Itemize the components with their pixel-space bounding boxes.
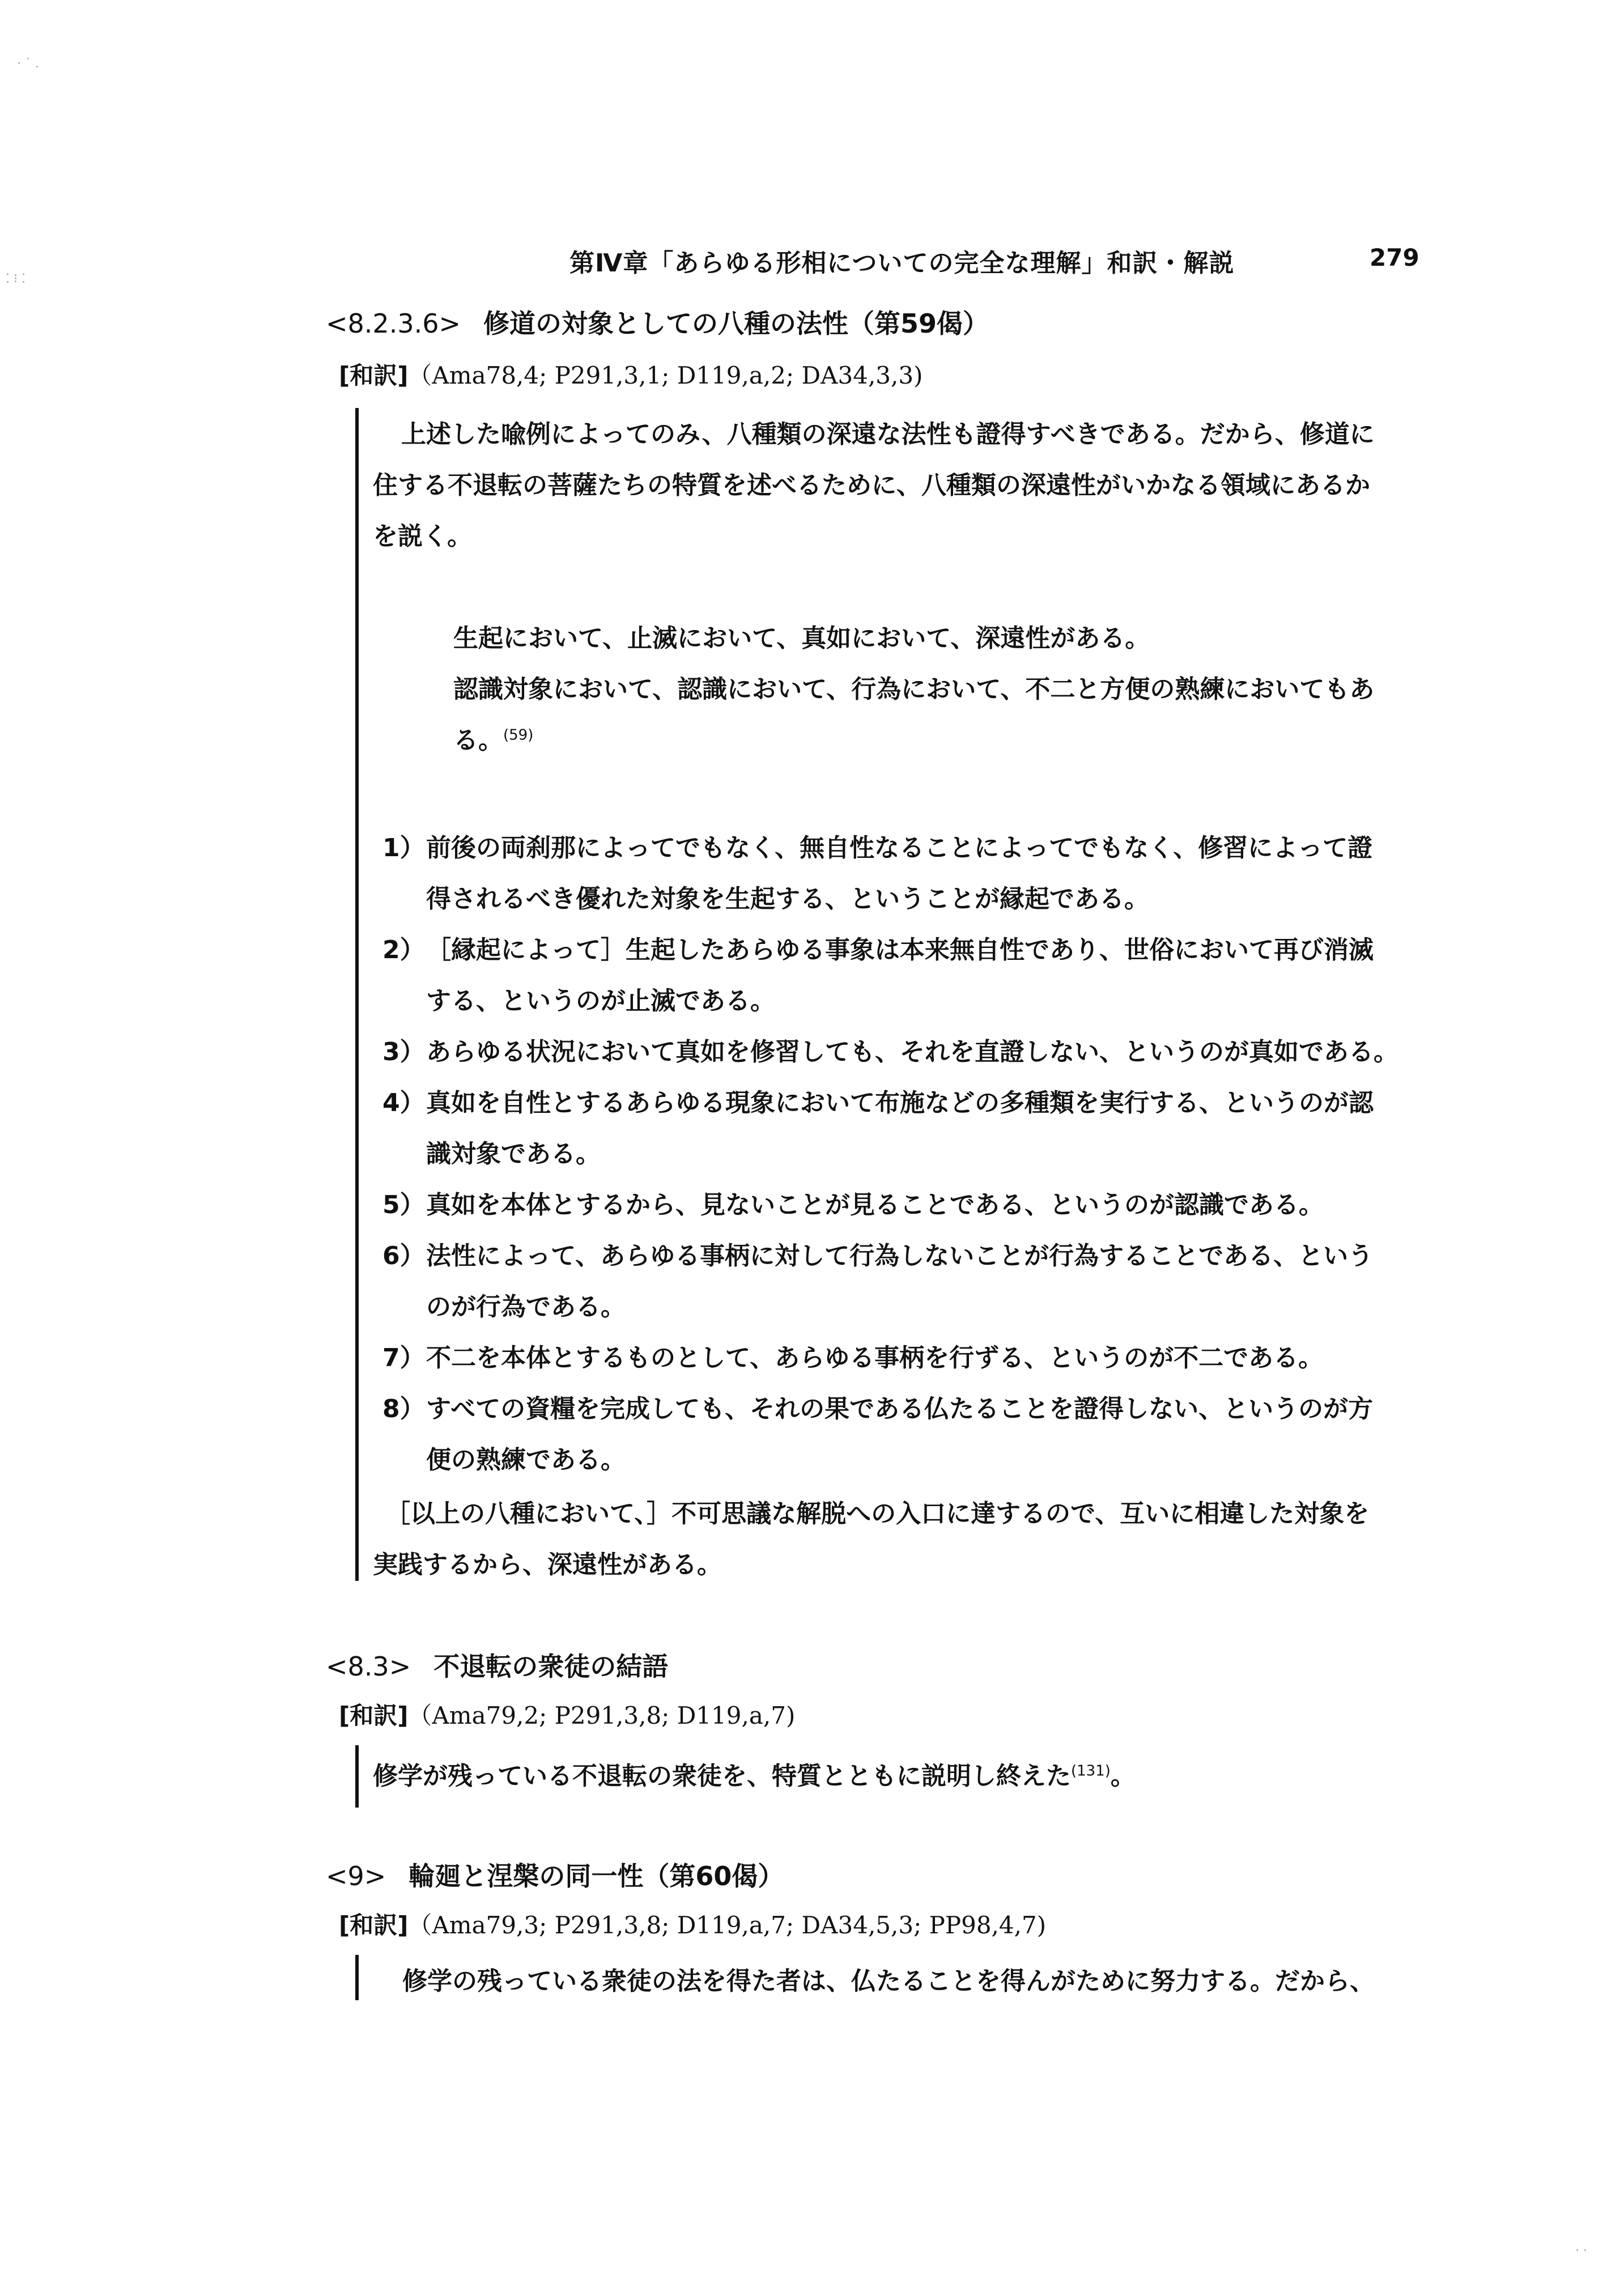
translation-reference-line bbox=[339, 1697, 795, 1731]
closing-line: 実践するから、深遠性がある。 bbox=[373, 1550, 722, 1579]
footnote-marker: (131) bbox=[1071, 1762, 1111, 1780]
list-item-number: 5） bbox=[382, 1190, 425, 1219]
list-item-line: 得されるべき優れた対象を生起する、ということが縁起である。 bbox=[426, 885, 1149, 913]
list-item-number: 2） bbox=[382, 936, 425, 964]
section3-text: 修学の残っている衆徒の法を得た者は、仏たることを得んがために努力する。だから、 bbox=[402, 1967, 1375, 1996]
quote-bar bbox=[355, 408, 359, 1581]
list-item-number: 6） bbox=[382, 1241, 425, 1270]
page-number: 279 bbox=[1370, 244, 1419, 271]
verse-line-end bbox=[453, 720, 533, 756]
list-item-line: 真如を自性とするあらゆる現象において布施などの多種類を実行する、というのが認 bbox=[426, 1089, 1374, 1117]
list-item-line: のが行為である。 bbox=[426, 1292, 626, 1321]
verse-line-text: る。 bbox=[453, 726, 503, 755]
section2-text-body: 修学が残っている不退転の衆徒を、特質とともに説明し終えた bbox=[373, 1762, 1071, 1791]
list-item-line: 法性によって、あらゆる事柄に対して行為しないことが行為することである、という bbox=[426, 1241, 1374, 1270]
list-item-line: ［縁起によって］生起したあらゆる事象は本来無自性であり、世俗において再び消滅 bbox=[426, 936, 1374, 964]
section-title: 修道の対象としての八種の法性（第59偈） bbox=[483, 308, 989, 339]
list-item-line: 識対象である。 bbox=[426, 1140, 601, 1168]
verse-line: 認識対象において、認識において、行為において、不二と方便の熟練においてもあ bbox=[453, 675, 1375, 704]
list-item-line: 真如を本体とするから、見ないことが見ることである、というのが認識である。 bbox=[426, 1190, 1324, 1219]
list-item-number: 1） bbox=[382, 834, 425, 862]
translation-refs: （Ama79,3; P291,3,8; D119,a,7; DA34,5,3; PP98,4,7) bbox=[408, 1911, 1047, 1939]
intro-line: 住する不退転の菩薩たちの特質を述べるために、八種類の深遠性がいかなる領域にあるか bbox=[373, 471, 1370, 500]
section-heading-9 bbox=[326, 1856, 784, 1893]
section2-text-end: 。 bbox=[1110, 1762, 1136, 1791]
list-item-line: あらゆる状況において真如を修習しても、それを直證しない、というのが真如である。 bbox=[426, 1038, 1398, 1066]
verse-line: 生起において、止滅において、真如において、深遠性がある。 bbox=[453, 624, 1150, 653]
running-header: 第Ⅳ章「あらゆる形相についての完全な理解」和訳・解説 bbox=[569, 249, 1235, 278]
list-item-line: すべての資糧を完成しても、それの果である仏たることを證得しない、というのが方 bbox=[426, 1394, 1374, 1423]
scan-speckle: ⁚ ⁝ ⁚ bbox=[6, 272, 25, 286]
list-item-number: 3） bbox=[382, 1038, 425, 1066]
section-number: <8.2.3.6> bbox=[326, 308, 461, 339]
quote-bar bbox=[355, 1955, 359, 2000]
list-item-line: 前後の両刹那によってでもなく、無自性なることによってでもなく、修習によって證 bbox=[426, 834, 1373, 862]
translation-reference-line bbox=[339, 1907, 1046, 1941]
section-heading-8-2-3-6 bbox=[326, 303, 989, 341]
intro-line: を説く。 bbox=[373, 522, 473, 551]
translation-label: [和訳] bbox=[339, 1702, 409, 1729]
list-item-line: 便の熟練である。 bbox=[426, 1445, 626, 1474]
scan-speckle: · ˙ . bbox=[17, 57, 39, 71]
closing-line: ［以上の八種において、］不可思議な解脱への入口に達するので、互いに相違した対象を bbox=[385, 1499, 1370, 1528]
section-number: <8.3> bbox=[326, 1651, 411, 1682]
translation-reference-line bbox=[339, 357, 922, 391]
list-item-number: 7） bbox=[382, 1343, 425, 1372]
section-heading-8-3 bbox=[326, 1646, 668, 1683]
quote-bar bbox=[355, 1745, 359, 1808]
section-title: 不退転の衆徒の結語 bbox=[433, 1651, 669, 1682]
list-item-number: 4） bbox=[382, 1089, 425, 1117]
translation-refs: （Ama79,2; P291,3,8; D119,a,7) bbox=[408, 1702, 796, 1729]
list-item-number: 8） bbox=[382, 1394, 425, 1423]
translation-refs: （Ama78,4; P291,3,1; D119,a,2; DA34,3,3) bbox=[408, 362, 923, 389]
section2-text bbox=[373, 1755, 1136, 1792]
intro-line: 上述した喩例によってのみ、八種類の深遠な法性も證得すべきである。だから、修道に bbox=[401, 420, 1375, 449]
list-item-line: 不二を本体とするものとして、あらゆる事柄を行ずる、というのが不二である。 bbox=[426, 1343, 1324, 1372]
section-number: <9> bbox=[326, 1861, 386, 1891]
section-title: 輪廻と涅槃の同一性（第60偈） bbox=[409, 1861, 784, 1891]
footnote-marker: (59) bbox=[503, 726, 534, 744]
list-item-line: する、というのが止滅である。 bbox=[426, 987, 775, 1015]
scan-speckle: · · bbox=[1575, 2244, 1587, 2258]
translation-label: [和訳] bbox=[339, 362, 409, 389]
translation-label: [和訳] bbox=[339, 1911, 409, 1939]
